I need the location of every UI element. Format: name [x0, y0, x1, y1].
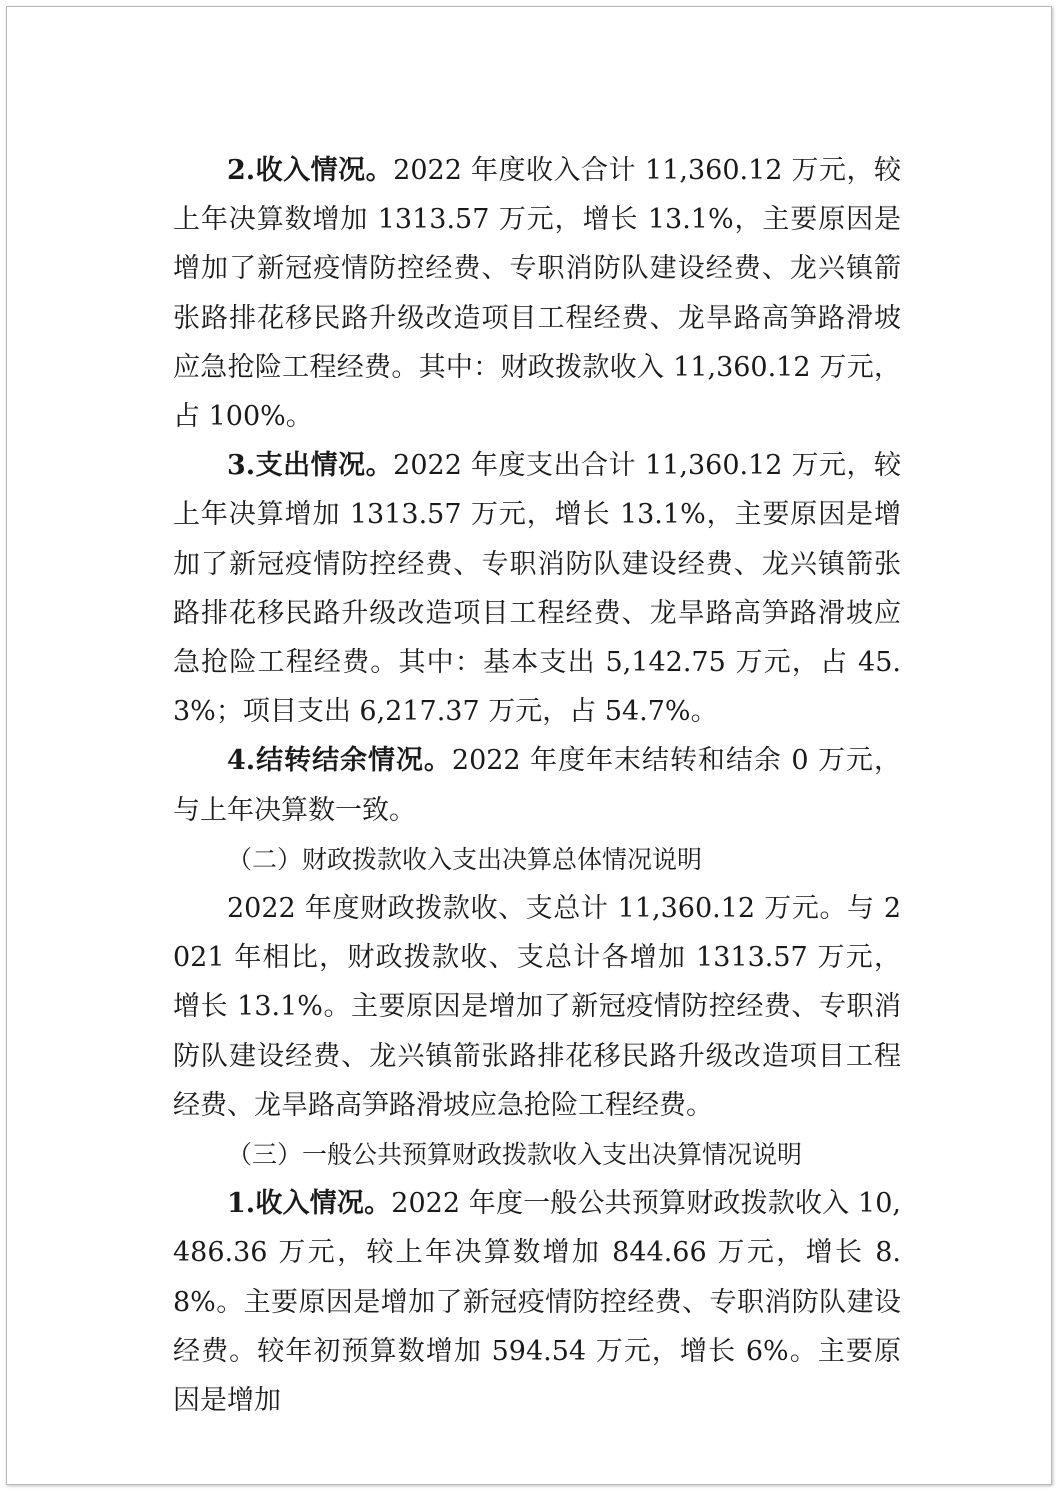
- paragraph-general-budget-income: [173, 1179, 901, 1425]
- paragraph-lead: 4.结转结余情况。: [227, 745, 452, 777]
- paragraph-balance: [173, 736, 901, 834]
- section-heading-2: （二）财政拨款收入支出决算总体情况说明: [227, 844, 703, 874]
- paragraph-lead: 2.收入情况。: [227, 155, 394, 186]
- document-body: [173, 146, 901, 1425]
- paragraph-fiscal-overview: 2022 年度财政拨款收、支总计 11,360.12 万元。与 2021 年相比，财政拨款收、支总计各增加 1313.57 万元，增长 13.1%。主要原因是增加了新冠疫情防控经费、专职消防队建设经费、龙兴镇箭张路排花移民路升级改造项目工程经费、龙旱路高笋路滑坡应急抢险工程经费。: [173, 893, 901, 1121]
- paragraph-text: 2022 年度支出合计 11,360.12 万元，较上年决算增加 1313.57 万元，增长 13.1%，主要原因是增加了新冠疫情防控经费、专职消防队建设经费、龙兴镇箭张路排花移民路升级改造项目工程经费、龙旱路高笋路滑坡应急抢险工程经费。其中：基本支出 5,142.75 万元，占 45.3%；项目支出 6,217.37 万元，占 54.7%。: [173, 450, 902, 728]
- section-heading-3: （三）一般公共预算财政拨款收入支出决算情况说明: [227, 1140, 803, 1170]
- paragraph-expense: [173, 441, 901, 736]
- document-page: [6, 6, 1052, 1485]
- paragraph-text: 2022 年度一般公共预算财政拨款收入 10,486.36 万元，较上年决算数增加 844.66 万元，增长 8.8%。主要原因是增加了新冠疫情防控经费、专职消防队建设经费。较年初预算数增加 594.54 万元，增长 6%。主要原因是增加: [173, 1188, 901, 1417]
- paragraph-income: [173, 146, 901, 441]
- paragraph-lead: 1.收入情况。: [227, 1188, 392, 1220]
- paragraph-lead: 3.支出情况。: [227, 450, 394, 482]
- paragraph-text: 2022 年度收入合计 11,360.12 万元，较上年决算数增加 1313.57 万元，增长 13.1%，主要原因是增加了新冠疫情防控经费、专职消防队建设经费、龙兴镇箭张路排花移民路升级改造项目工程经费、龙旱路高笋路滑坡应急抢险工程经费。其中：财政拨款收入 11,360.12 万元，占 100%。: [173, 155, 902, 433]
- paragraph-text: 2022 年度年末结转和结余 0 万元，与上年决算数一致。: [173, 745, 902, 826]
